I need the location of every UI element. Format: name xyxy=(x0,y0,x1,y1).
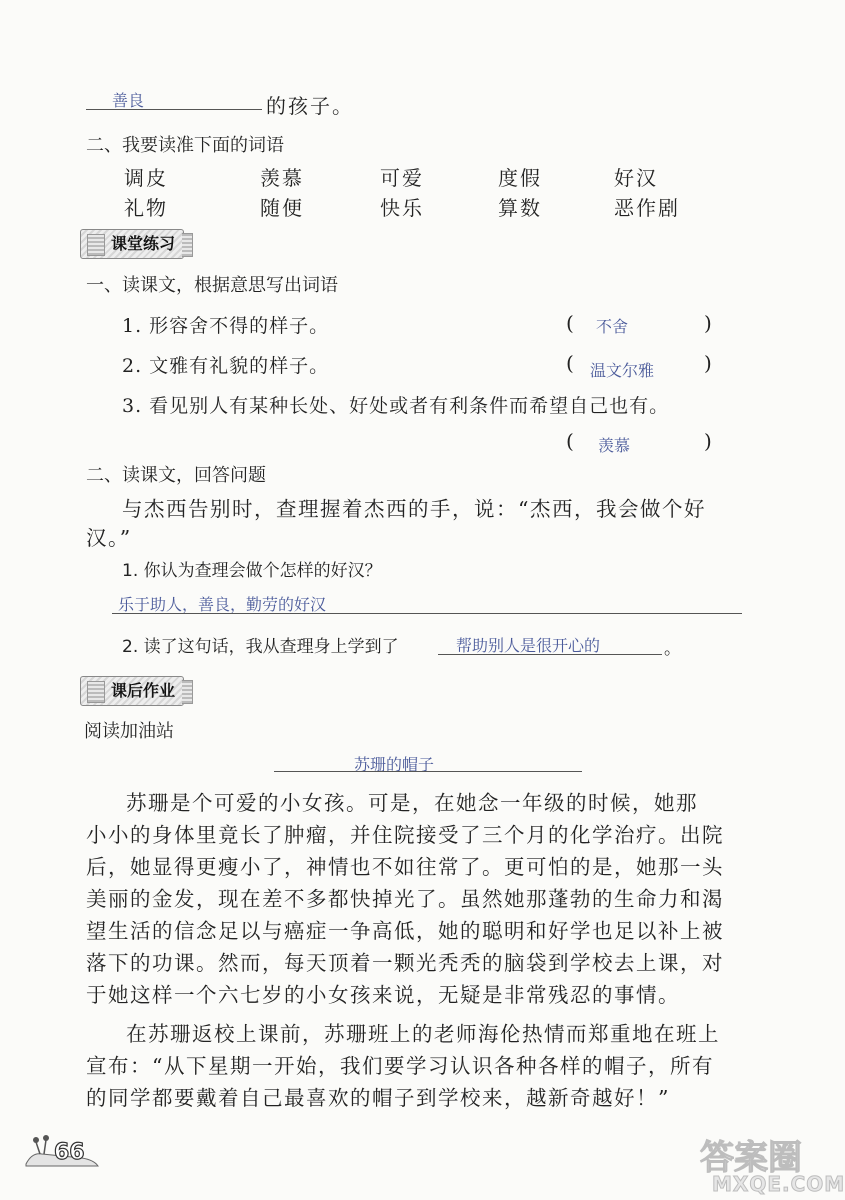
watermark-url: MXQE.COM xyxy=(712,1172,845,1196)
classwork-answer-2: 温文尔雅 xyxy=(590,361,655,380)
classwork-sub1-answer: 乐于助人，善良，勤劳的好汉 xyxy=(118,595,327,614)
ribbon-tail-icon xyxy=(182,680,193,704)
ribbon-icon xyxy=(87,234,105,256)
open-paren-2: ( xyxy=(566,351,574,375)
classwork-banner xyxy=(80,229,184,259)
classwork-sub2-suffix: 。 xyxy=(664,639,681,659)
sub1-answer-underline xyxy=(112,613,742,614)
watermark-logo: 答案圈 xyxy=(700,1138,802,1178)
classwork-q1-heading: 一、读课文，根据意思写出词语 xyxy=(86,275,338,296)
classwork-sub2-prefix: 2. 读了这句话，我从查理身上学到了 xyxy=(122,637,399,657)
reading-title-answer: 苏珊的帽子 xyxy=(354,755,435,774)
passage-line-2: 汉。” xyxy=(86,526,132,550)
paragraph2-line-3: 的同学都要戴着自己最喜欢的帽子到学校来，越新奇越好！” xyxy=(86,1086,670,1110)
word-row2-4: 算数 xyxy=(498,196,542,220)
classwork-banner-label: 课堂练习 xyxy=(111,234,176,253)
word-row1-5: 好汉 xyxy=(614,166,658,190)
word-row1-3: 可爱 xyxy=(380,166,424,190)
sub2-answer-underline xyxy=(438,654,662,655)
classwork-sub1: 1. 你认为查理会做个怎样的好汉？ xyxy=(122,561,382,581)
paragraph1-line-6: 落下的功课。然而，每天顶着一颗光秃秃的脑袋到学校去上课，对 xyxy=(86,951,724,975)
open-paren-3: ( xyxy=(566,429,574,453)
section2-heading: 二、我要读准下面的词语 xyxy=(86,135,284,156)
classwork-item-2: 2. 文雅有礼貌的样子。 xyxy=(122,355,330,377)
paragraph1-line-3: 后，她显得更瘦小了，神情也不如往常了。更可怕的是，她那一头 xyxy=(86,855,724,879)
close-paren-1: ) xyxy=(704,311,712,335)
paragraph2-line-1: 在苏珊返校上课前，苏珊班上的老师海伦热情而郑重地在班上 xyxy=(126,1022,720,1046)
classwork-item-3: 3. 看见别人有某种长处、好处或者有利条件而希望自己也有。 xyxy=(122,395,670,417)
classwork-q2-heading: 二、读课文，回答问题 xyxy=(86,465,266,486)
paragraph2-line-2: 宣布：“从下星期一开始，我们要学习认识各种各样的帽子，所有 xyxy=(86,1054,714,1078)
top-answer: 善良 xyxy=(112,91,145,110)
top-suffix: 的孩子。 xyxy=(266,94,354,118)
ribbon-tail-icon xyxy=(182,233,193,257)
ribbon-icon xyxy=(87,681,105,703)
paragraph1-line-4: 美丽的金发，现在差不多都快掉光了。虽然她那蓬勃的生命力和渴 xyxy=(86,887,724,911)
classwork-sub2-answer: 帮助别人是很开心的 xyxy=(456,636,601,655)
open-paren-1: ( xyxy=(566,311,574,335)
classwork-item-1: 1. 形容舍不得的样子。 xyxy=(122,315,330,337)
reading-title-underline xyxy=(274,771,582,772)
paragraph1-line-5: 望生活的信念足以与癌症一争高低，她的聪明和好学也足以补上被 xyxy=(86,919,724,943)
word-row1-2: 羡慕 xyxy=(260,166,304,190)
passage-line-1: 与杰西告别时，查理握着杰西的手，说：“杰西，我会做个好 xyxy=(122,497,706,521)
paragraph1-line-2: 小小的身体里竟长了肿瘤，并住院接受了三个月的化学治疗。出院 xyxy=(86,823,724,847)
word-row1-4: 度假 xyxy=(498,166,542,190)
page-number: 66 xyxy=(54,1140,85,1165)
paragraph1-line-1: 苏珊是个可爱的小女孩。可是，在她念一年级的时候，她那 xyxy=(126,791,698,815)
classwork-answer-1: 不舍 xyxy=(596,317,629,336)
homework-heading: 阅读加油站 xyxy=(84,721,174,742)
close-paren-2: ) xyxy=(704,351,712,375)
homework-banner xyxy=(80,676,184,706)
word-row2-1: 礼物 xyxy=(124,196,168,220)
paragraph1-line-7: 于她这样一个六七岁的小女孩来说，无疑是非常残忍的事情。 xyxy=(86,983,680,1007)
word-row2-2: 随便 xyxy=(260,196,304,220)
close-paren-3: ) xyxy=(704,429,712,453)
homework-banner-label: 课后作业 xyxy=(111,681,176,700)
classwork-answer-3: 羡慕 xyxy=(598,436,631,455)
word-row1-1: 调皮 xyxy=(124,166,168,190)
word-row2-5: 恶作剧 xyxy=(614,196,680,220)
word-row2-3: 快乐 xyxy=(380,196,424,220)
top-answer-underline xyxy=(86,109,262,110)
